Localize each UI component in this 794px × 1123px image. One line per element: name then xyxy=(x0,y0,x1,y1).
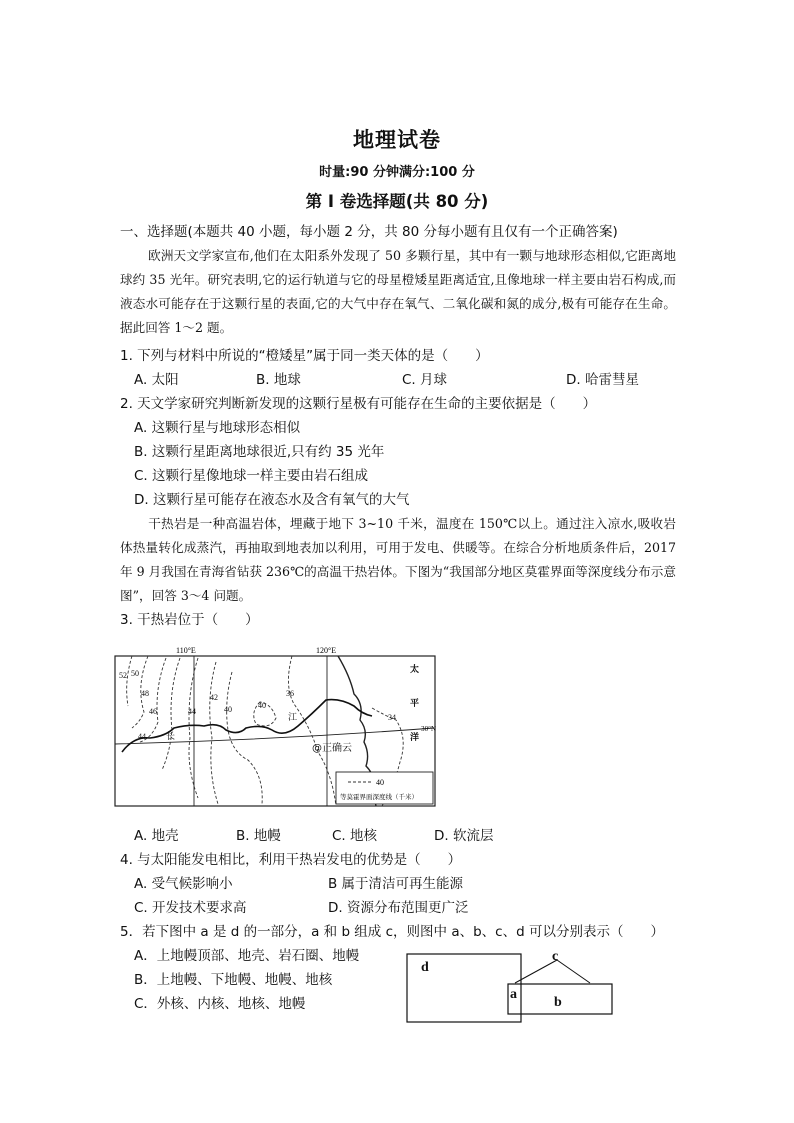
q4-option-d[interactable]: D. 资源分布范围更广泛 xyxy=(328,900,469,916)
label-d: d xyxy=(421,960,429,975)
layer-relation-diagram xyxy=(404,946,616,1026)
q2-stem: 2. 天文学家研究判断新发现的这颗行星极有可能存在生命的主要依据是（ ） xyxy=(120,396,597,412)
contour-label-44b: 44 xyxy=(138,732,146,741)
q5-option-b[interactable]: B．上地幔、下地幔、地幔、地核 xyxy=(134,972,333,988)
river-label-1: 长 xyxy=(166,732,176,742)
lon-label-110: 110°E xyxy=(176,646,196,655)
contour-label-34: 34 xyxy=(388,713,396,722)
q2-option-c[interactable]: C. 这颗行星像地球一样主要由岩石组成 xyxy=(134,468,369,484)
contour-label-40a: 40 xyxy=(224,705,232,714)
legend-text: 等莫霍界面深度线（千米） xyxy=(340,793,418,801)
material-1 xyxy=(120,244,676,340)
bracket-right xyxy=(557,960,590,983)
contour-label-52: 52 xyxy=(119,671,127,680)
q2-option-b[interactable]: B. 这颗行星距离地球很近,只有约 35 光年 xyxy=(134,444,385,460)
moho-depth-map xyxy=(114,642,436,808)
q4-option-c[interactable]: C. 开发技术要求高 xyxy=(134,900,247,916)
contour-label-40b: 40 xyxy=(258,701,266,710)
q4-option-a[interactable]: A. 受气候影响小 xyxy=(134,876,233,892)
contour-label-46: 46 xyxy=(149,707,157,716)
q3-option-d[interactable]: D. 软流层 xyxy=(434,828,494,844)
q4-stem: 4. 与太阳能发电相比，利用干热岩发电的优势是（ ） xyxy=(120,852,462,868)
label-c: c xyxy=(552,949,559,964)
contour-label-50: 50 xyxy=(131,669,139,678)
q3-option-a[interactable]: A. 地壳 xyxy=(134,828,179,844)
watermark: @正确云 xyxy=(312,743,352,754)
river-label-2: 江 xyxy=(288,713,298,723)
q1-option-b[interactable]: B. 地球 xyxy=(256,372,301,388)
ocean-label-2: 平 xyxy=(410,699,420,709)
section-title: 第 I 卷选择题(共 80 分) xyxy=(305,192,489,211)
legend-value: 40 xyxy=(376,778,384,787)
q1-stem: 1. 下列与材料中所说的“橙矮星”属于同一类天体的是（ ） xyxy=(120,348,489,364)
q1-option-a[interactable]: A. 太阳 xyxy=(134,372,179,388)
exam-time-score: 时量:90 分钟满分:100 分 xyxy=(319,165,475,180)
material-2-text: 干热岩是一种高温岩体，埋藏于地下 3~10 千米，温度在 150℃以上。通过注入凉水,吸收岩体热量转化成蒸汽，再抽取到地表加以利用，可用于发电、供暖等。在综合分析地质条件后，2017 年 9 月我国在青海省钻获 236℃的高温干热岩体。下图为“我国部分地区莫霍界面等深度线分布示意图”，回答 3～4 问题。 xyxy=(120,516,676,603)
q1-option-c[interactable]: C. 月球 xyxy=(402,372,448,388)
lat-label-30: 30°N xyxy=(421,725,436,733)
material-1-text: 欧洲天文学家宣布,他们在太阳系外发现了 50 多颗行星，其中有一颗与地球形态相似,它距离地球约 35 光年。研究表明,它的运行轨道与它的母星橙矮星距离适宜,且像地球一样主要由岩石构成,而液态水可能存在于这颗行星的表面,它的大气中存在氧气、二氧化碳和氮的成分,极有可能存在生命。据此回答 1～2 题。 xyxy=(120,248,676,335)
contour-label-42: 42 xyxy=(210,693,218,702)
page-title: 地理试卷 xyxy=(353,127,441,152)
q5-option-a[interactable]: A．上地幔顶部、地壳、岩石圈、地幔 xyxy=(134,948,360,964)
material-2 xyxy=(120,512,676,608)
contour-label-48: 48 xyxy=(141,689,149,698)
instructions: 一、选择题(本题共 40 小题，每小题 2 分，共 80 分每小题有且仅有一个正确答案) xyxy=(120,224,618,240)
q3-option-b[interactable]: B. 地幔 xyxy=(236,828,281,844)
q5-option-c[interactable]: C．外核、内核、地核、地幔 xyxy=(134,996,306,1012)
q5-stem: 5．若下图中 a 是 d 的一部分，a 和 b 组成 c，则图中 a、b、c、d 可以分别表示（ ） xyxy=(120,924,664,940)
ocean-label-1: 太 xyxy=(410,665,420,675)
label-b: b xyxy=(554,995,562,1010)
q2-option-a[interactable]: A. 这颗行星与地球形态相似 xyxy=(134,420,301,436)
label-a: a xyxy=(510,987,517,1002)
q2-option-d[interactable]: D. 这颗行星可能存在液态水及含有氧气的大气 xyxy=(134,492,410,508)
contour-label-36: 36 xyxy=(286,689,294,698)
q4-option-b[interactable]: B 属于清洁可再生能源 xyxy=(328,876,464,892)
q3-stem: 3. 干热岩位于（ ） xyxy=(120,612,259,628)
q3-option-c[interactable]: C. 地核 xyxy=(332,828,378,844)
lon-label-120: 120°E xyxy=(316,646,337,655)
ocean-label-3: 洋 xyxy=(410,733,420,743)
contour-label-44: 44 xyxy=(188,707,196,716)
q1-option-d[interactable]: D. 哈雷彗星 xyxy=(566,372,639,388)
